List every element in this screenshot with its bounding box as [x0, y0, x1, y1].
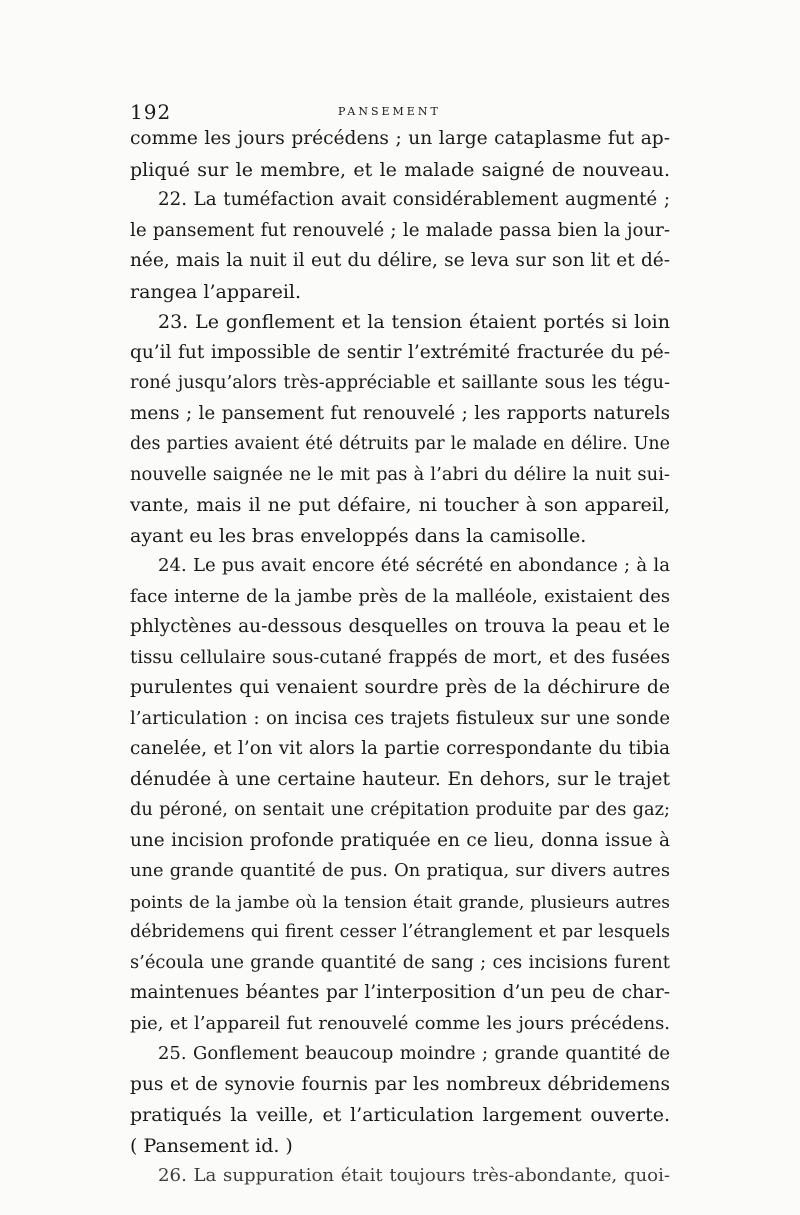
running-title: PANSEMENT: [338, 105, 441, 118]
text-line: l’articulation : on incisa ces trajets fistuleux sur une sonde: [130, 707, 670, 729]
text-line: mens ; le pansement fut renouvelé ; les rapports naturels: [130, 402, 670, 424]
text-line: rangea l’appareil.: [130, 280, 302, 303]
text-line: débridemens qui firent cesser l’étranglement et par lesquels: [130, 922, 670, 942]
paragraph-start-line: 22. La tuméfaction avait considérablement augmenté ;: [158, 189, 670, 210]
text-line: nouvelle saignée ne le mit pas à l’abri du délire la nuit sui-: [130, 463, 670, 485]
paragraph-start-line: 23. Le gonflement et la tension étaient portés si loin: [158, 311, 670, 333]
text-line: pie, et l’appareil fut renouvelé comme les jours précédens.: [130, 1012, 670, 1034]
text-line: ( Pansement id. ): [130, 1134, 293, 1157]
paragraph-start-line: 25. Gonflement beaucoup moindre ; grande quantité de: [158, 1043, 670, 1064]
text-line: une grande quantité de pus. On pratiqua, sur divers autres: [130, 860, 670, 881]
text-line: face interne de la jambe près de la malléole, existaient des: [130, 585, 670, 607]
text-line: des parties avaient été détruits par le malade en délire. Une: [130, 434, 670, 454]
text-line: née, mais la nuit il eut du délire, se leva sur son lit et dé-: [130, 250, 670, 271]
text-line: vante, mais il ne put défaire, ni toucher à son appareil,: [130, 494, 670, 516]
text-line: ayant eu les bras enveloppés dans la camisolle.: [130, 524, 587, 547]
text-line: dénudée à une certaine hauteur. En dehors, sur le trajet: [130, 768, 670, 790]
text-line: canelée, et l’on vit alors la partie correspondante du tibia: [130, 738, 670, 759]
text-line: du péroné, on sentait une crépitation produite par des gaz;: [130, 799, 670, 820]
text-line: comme les jours précédens ; un large cataplasme fut ap-: [130, 128, 670, 149]
page-number: 192: [130, 100, 172, 124]
text-line: phlyctènes au-dessous desquelles on trouva la peau et le: [130, 616, 670, 637]
text-line: points de la jambe où la tension était grande, plusieurs autres: [130, 891, 670, 912]
text-line: pliqué sur le membre, et le malade saigné de nouveau.: [130, 158, 670, 181]
paragraph-start-line: 26. La suppuration était toujours très-abondante, quoi-: [158, 1165, 670, 1186]
text-line: une incision profonde pratiquée en ce lieu, donna issue à: [130, 829, 670, 851]
paragraph-start-line: 24. Le pus avait encore été sécrété en abondance ; à la: [158, 555, 670, 576]
page-header: [130, 100, 670, 126]
text-line: s’écoula une grande quantité de sang ; ces incisions furent: [130, 951, 670, 973]
text-line: tissu cellulaire sous-cutané frappés de mort, et des fusées: [130, 646, 670, 668]
text-line: pratiqués la veille, et l’articulation largement ouverte.: [130, 1104, 670, 1126]
text-line: qu’il fut impossible de sentir l’extrémité fracturée du pé-: [130, 341, 670, 363]
body-text: [130, 124, 670, 1192]
text-line: pus et de synovie fournis par les nombreux débridemens: [130, 1073, 670, 1095]
text-line: le pansement fut renouvelé ; le malade passa bien la jour-: [130, 219, 670, 241]
text-line: maintenues béantes par l’interposition d’un peu de char-: [130, 982, 670, 1003]
text-line: roné jusqu’alors très-appréciable et saillante sous les tégu-: [130, 372, 670, 393]
text-line: purulentes qui venaient sourdre près de la déchirure de: [130, 677, 670, 698]
